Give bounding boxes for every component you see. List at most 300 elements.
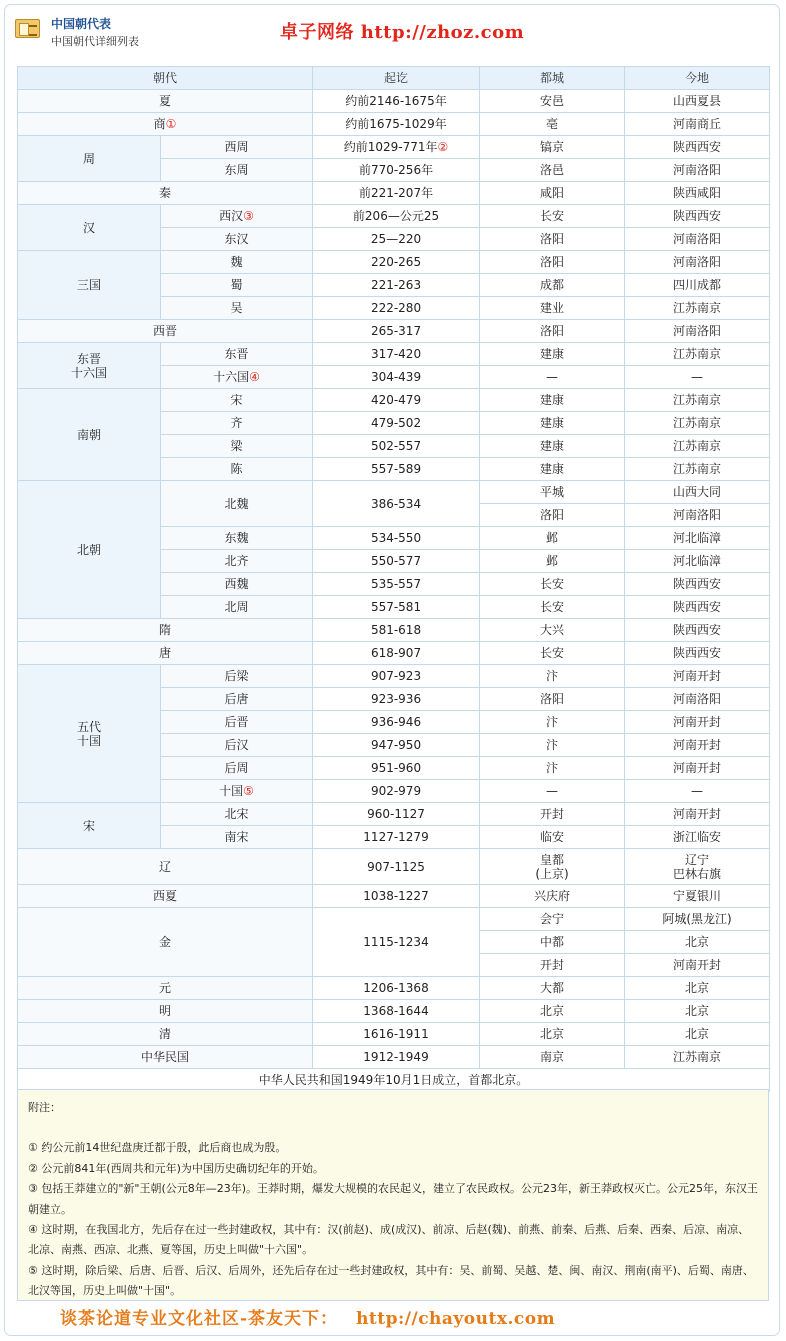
modern-place-text: 江苏南京 — [673, 416, 722, 430]
table-header-row — [18, 67, 770, 90]
modern-place-text: 江苏南京 — [673, 462, 722, 476]
period-text: 923-936 — [370, 692, 422, 706]
period-cell — [313, 205, 480, 228]
sub-dynasty-cell — [161, 826, 313, 849]
footnote-marker: ② — [437, 140, 449, 154]
modern-place-text: 山西夏县 — [673, 94, 722, 108]
period-text: 618-907 — [370, 646, 422, 660]
period-text: 约前1029-771年 — [343, 140, 438, 154]
modern-place-cell — [625, 343, 770, 366]
modern-place-text: 山西大同 — [673, 485, 722, 499]
period-cell — [313, 251, 480, 274]
capital-text: 建康 — [540, 462, 565, 476]
table-row — [18, 642, 770, 665]
capital-text: 开封 — [540, 958, 565, 972]
dynasty-name: 周 — [82, 151, 95, 166]
sub-dynasty-name: 后唐 — [224, 692, 249, 706]
modern-place-text: 江苏南京 — [673, 1050, 722, 1064]
header-modern-place: 今地 — [625, 67, 770, 90]
modern-place-text: 陕西西安 — [673, 623, 722, 637]
sub-dynasty-cell — [161, 435, 313, 458]
capital-text: — — [546, 784, 559, 798]
sub-dynasty-name: 北齐 — [224, 554, 249, 568]
capital-cell — [480, 665, 625, 688]
capital-cell — [480, 481, 625, 504]
period-text: 1115-1234 — [363, 935, 429, 949]
note-3: ③ 包括王莽建立的"新"王朝(公元8年—23年)。王莽时期，爆发大规模的农民起义，建立了农民政权。公元23年，新王莽政权灭亡。公元25年，东汉王朝建立。 — [28, 1182, 759, 1216]
sub-dynasty-cell — [161, 803, 313, 826]
table-row — [18, 803, 770, 826]
modern-place-cell — [625, 688, 770, 711]
period-text: 317-420 — [370, 347, 422, 361]
modern-place-text: — — [691, 370, 704, 384]
dynasty-name-cell — [18, 619, 313, 642]
sub-dynasty-cell — [161, 665, 313, 688]
period-cell — [313, 573, 480, 596]
period-text: 前206—公元25 — [352, 209, 440, 223]
capital-text: 北京 — [540, 1027, 565, 1041]
modern-place-cell — [625, 228, 770, 251]
period-text: 534-550 — [370, 531, 422, 545]
sub-dynasty-cell — [161, 688, 313, 711]
modern-place-text: 阿城(黑龙江) — [662, 912, 732, 926]
page-title: 中国朝代表 — [51, 17, 112, 31]
capital-text: 中都 — [540, 935, 565, 949]
period-cell — [313, 527, 480, 550]
modern-place-cell — [625, 205, 770, 228]
period-text: 479-502 — [370, 416, 422, 430]
capital-cell — [480, 113, 625, 136]
capital-text: 洛阳 — [540, 232, 565, 246]
dynasty-name-cell — [18, 977, 313, 1000]
modern-place-text: 江苏南京 — [673, 301, 722, 315]
sub-dynasty-name: 东魏 — [224, 531, 249, 545]
capital-text: 会宁 — [540, 912, 565, 926]
dynasty-name-cell — [18, 1000, 313, 1023]
period-text: 420-479 — [370, 393, 422, 407]
dynasty-name: 夏 — [159, 94, 172, 108]
sub-dynasty-name: 宋 — [230, 393, 243, 407]
modern-place-cell — [625, 885, 770, 908]
period-text: 550-577 — [370, 554, 422, 568]
table-row — [18, 205, 770, 228]
dynasty-name-cell — [18, 90, 313, 113]
capital-text: 南京 — [540, 1050, 565, 1064]
period-cell — [313, 389, 480, 412]
period-text: 535-557 — [370, 577, 422, 591]
sub-dynasty-cell — [161, 550, 313, 573]
capital-cell — [480, 757, 625, 780]
period-text: 581-618 — [370, 623, 422, 637]
capital-cell — [480, 688, 625, 711]
dynasty-name-cell — [18, 481, 161, 619]
period-cell — [313, 90, 480, 113]
modern-place-cell — [625, 320, 770, 343]
capital-cell — [480, 711, 625, 734]
brand-banner: 卓子网络 http://zhoz.com — [280, 22, 525, 43]
capital-cell — [480, 159, 625, 182]
period-cell — [313, 1023, 480, 1046]
capital-cell — [480, 504, 625, 527]
footer-slogan: 谈茶论道专业文化社区-茶友天下： — [60, 1309, 339, 1329]
period-cell — [313, 136, 480, 159]
capital-text: 汴 — [546, 738, 559, 752]
capital-text: 汴 — [546, 669, 559, 683]
sub-dynasty-name: 东周 — [224, 163, 249, 177]
modern-place-text: 陕西西安 — [673, 646, 722, 660]
capital-text: 洛邑 — [540, 163, 565, 177]
period-text: 1912-1949 — [363, 1050, 429, 1064]
period-text: 907-923 — [370, 669, 422, 683]
footer-banner — [60, 1304, 555, 1329]
sub-dynasty-name: 齐 — [230, 416, 243, 430]
modern-place-text: 陕西西安 — [673, 140, 722, 154]
capital-text: 建业 — [540, 301, 565, 315]
capital-cell — [480, 849, 625, 885]
capital-text: 北京 — [540, 1004, 565, 1018]
modern-place-text: 北京 — [685, 1027, 710, 1041]
dynasty-name-cell — [18, 136, 161, 182]
dynasty-name: 中华民国 — [141, 1050, 190, 1064]
period-cell — [313, 435, 480, 458]
period-cell — [313, 159, 480, 182]
period-cell — [313, 297, 480, 320]
capital-text: 洛阳 — [540, 692, 565, 706]
modern-place-cell — [625, 642, 770, 665]
capital-cell — [480, 1000, 625, 1023]
sub-dynasty-cell — [161, 274, 313, 297]
period-text: 220-265 — [370, 255, 422, 269]
capital-cell — [480, 596, 625, 619]
dynasty-name-cell — [18, 803, 161, 849]
modern-place-text: 北京 — [685, 981, 710, 995]
modern-place-text: 河南洛阳 — [673, 692, 722, 706]
table-row — [18, 343, 770, 366]
period-cell — [313, 977, 480, 1000]
sub-dynasty-cell — [161, 596, 313, 619]
dynasty-name-cell — [18, 849, 313, 885]
modern-place-cell — [625, 1000, 770, 1023]
scroll-book-icon — [15, 19, 40, 38]
period-text: 947-950 — [370, 738, 422, 752]
dynasty-name: 明 — [159, 1004, 172, 1018]
period-text: 951-960 — [370, 761, 422, 775]
modern-place-cell — [625, 90, 770, 113]
period-cell — [313, 1046, 480, 1069]
dynasty-name-cell — [18, 320, 313, 343]
dynasty-name-cell — [18, 113, 313, 136]
sub-dynasty-cell — [161, 734, 313, 757]
capital-cell — [480, 954, 625, 977]
period-cell — [313, 458, 480, 481]
sub-dynasty-cell — [161, 458, 313, 481]
table-row — [18, 665, 770, 688]
capital-text: 咸阳 — [540, 186, 565, 200]
modern-place-text: 陕西西安 — [673, 600, 722, 614]
dynasty-name: 南朝 — [76, 427, 101, 442]
modern-place-text: 宁夏银川 — [673, 889, 722, 903]
sub-dynasty-cell — [161, 573, 313, 596]
period-cell — [313, 642, 480, 665]
table-row — [18, 619, 770, 642]
period-text: 902-979 — [370, 784, 422, 798]
table-row — [18, 481, 770, 504]
note-2: ② 公元前841年(西周共和元年)为中国历史确切纪年的开始。 — [28, 1161, 324, 1175]
sub-dynasty-cell — [161, 205, 313, 228]
modern-place-cell — [625, 550, 770, 573]
capital-text: 开封 — [540, 807, 565, 821]
modern-place-cell — [625, 458, 770, 481]
table-row — [18, 389, 770, 412]
period-text: 221-263 — [370, 278, 422, 292]
period-text: 前770-256年 — [358, 163, 434, 177]
modern-place-text: 河南商丘 — [673, 117, 722, 131]
modern-place-cell — [625, 366, 770, 389]
capital-text: 长安 — [540, 600, 565, 614]
modern-place-text: 河南开封 — [673, 669, 722, 683]
capital-cell — [480, 931, 625, 954]
capital-cell — [480, 228, 625, 251]
capital-cell — [480, 1046, 625, 1069]
period-cell — [313, 619, 480, 642]
dynasty-name: 东晋 — [76, 351, 101, 366]
capital-cell — [480, 826, 625, 849]
modern-place-cell — [625, 251, 770, 274]
dynasty-name-cell — [18, 343, 161, 389]
period-cell — [313, 826, 480, 849]
dynasty-name-cell — [18, 885, 313, 908]
modern-place-text: 河南开封 — [673, 807, 722, 821]
capital-text: 洛阳 — [540, 255, 565, 269]
period-cell — [313, 113, 480, 136]
period-cell — [313, 908, 480, 977]
period-text: 557-589 — [370, 462, 422, 476]
period-cell — [313, 481, 480, 527]
dynasty-name-cell — [18, 1023, 313, 1046]
capital-cell — [480, 458, 625, 481]
modern-place-cell — [625, 619, 770, 642]
period-text: 557-581 — [370, 600, 422, 614]
sub-dynasty-cell — [161, 481, 313, 527]
dynasty-name-cell — [18, 665, 161, 803]
capital-text: 长安 — [540, 577, 565, 591]
modern-place-cell — [625, 1023, 770, 1046]
period-text: 前221-207年 — [358, 186, 434, 200]
period-text: 907-1125 — [367, 859, 425, 874]
page-subtitle: 中国朝代详细列表 — [51, 35, 139, 48]
period-text: 1206-1368 — [363, 981, 429, 995]
capital-cell — [480, 734, 625, 757]
capital-cell — [480, 619, 625, 642]
sub-dynasty-name: 梁 — [230, 439, 243, 453]
modern-place-cell — [625, 977, 770, 1000]
capital-text: 汴 — [546, 761, 559, 775]
table-row — [18, 849, 770, 885]
capital-text: 镐京 — [540, 140, 565, 154]
period-text: 936-946 — [370, 715, 422, 729]
capital-cell — [480, 435, 625, 458]
capital-text: 邺 — [546, 531, 559, 545]
table-row — [18, 1023, 770, 1046]
modern-place-cell — [625, 435, 770, 458]
period-text: 960-1127 — [367, 807, 425, 821]
period-cell — [313, 780, 480, 803]
period-text: 1368-1644 — [363, 1004, 429, 1018]
table-row — [18, 885, 770, 908]
capital-cell — [480, 297, 625, 320]
modern-place-cell — [625, 182, 770, 205]
notes-panel — [17, 1089, 769, 1301]
note-1: ① 约公元前14世纪盘庚迁都于殷，此后商也成为殷。 — [28, 1141, 287, 1155]
capital-text: 临安 — [540, 830, 565, 844]
period-text: 25—220 — [370, 232, 422, 246]
modern-place-cell — [625, 1046, 770, 1069]
period-cell — [313, 596, 480, 619]
period-cell — [313, 550, 480, 573]
modern-place-cell — [625, 573, 770, 596]
table-row — [18, 977, 770, 1000]
modern-place-cell — [625, 849, 770, 885]
period-text: 1127-1279 — [363, 830, 429, 844]
capital-text: 平城 — [540, 485, 565, 499]
table-row — [18, 1046, 770, 1069]
modern-place-cell — [625, 826, 770, 849]
modern-place-text: 陕西咸阳 — [673, 186, 722, 200]
capital-cell — [480, 389, 625, 412]
modern-place-text: 河南开封 — [673, 958, 722, 972]
dynasty-name: 隋 — [159, 623, 172, 637]
dynasty-name: 汉 — [82, 220, 95, 235]
modern-place-cell — [625, 113, 770, 136]
table-row — [18, 908, 770, 931]
modern-place-cell — [625, 711, 770, 734]
sub-dynasty-name: 魏 — [230, 255, 243, 269]
modern-place-cell — [625, 159, 770, 182]
dynasty-name: 金 — [159, 935, 172, 949]
table-row — [18, 182, 770, 205]
period-cell — [313, 734, 480, 757]
sub-dynasty-name: 后汉 — [224, 738, 249, 752]
capital-cell — [480, 412, 625, 435]
modern-place-cell — [625, 931, 770, 954]
capital-text: 长安 — [540, 646, 565, 660]
modern-place-cell — [625, 389, 770, 412]
period-cell — [313, 182, 480, 205]
sub-dynasty-cell — [161, 412, 313, 435]
capital-text: 邺 — [546, 554, 559, 568]
dynasty-name: 唐 — [159, 646, 172, 660]
period-text: 1616-1911 — [363, 1027, 429, 1041]
period-cell — [313, 366, 480, 389]
sub-dynasty-name: 后周 — [224, 761, 249, 775]
sub-dynasty-name: 西魏 — [224, 577, 249, 591]
period-text: 386-534 — [370, 496, 422, 511]
sub-dynasty-cell — [161, 389, 313, 412]
dynasty-name-cell — [18, 251, 161, 320]
modern-place-text: 河南洛阳 — [673, 255, 722, 269]
sub-dynasty-name: 东晋 — [224, 347, 249, 361]
capital-text-line2: (上京) — [535, 866, 569, 881]
header-capital: 都城 — [480, 67, 625, 90]
capital-cell — [480, 642, 625, 665]
dynasty-name-cell — [18, 908, 313, 977]
notes-heading: 附注： — [28, 1101, 61, 1114]
sub-dynasty-name: 北宋 — [224, 807, 249, 821]
modern-place-cell — [625, 274, 770, 297]
capital-cell — [480, 885, 625, 908]
table-row — [18, 320, 770, 343]
capital-cell — [480, 343, 625, 366]
capital-cell — [480, 90, 625, 113]
modern-place-cell — [625, 803, 770, 826]
capital-cell — [480, 803, 625, 826]
sub-dynasty-cell — [161, 757, 313, 780]
sub-dynasty-cell — [161, 780, 313, 803]
modern-place-cell — [625, 412, 770, 435]
modern-place-text: 河南开封 — [673, 761, 722, 775]
sub-dynasty-name: 十国 — [219, 784, 244, 798]
period-text: 1038-1227 — [363, 889, 429, 903]
dynasty-name-cell — [18, 205, 161, 251]
table-row — [18, 1000, 770, 1023]
footer-url: http://chayoutx.com — [356, 1309, 556, 1329]
period-cell — [313, 849, 480, 885]
note-5: ⑤ 这时期，除后梁、后唐、后晋、后汉、后周外，还先后存在过一些封建政权，其中有：吴、前蜀、吴越、楚、闽、南汉、荆南(南平)、后蜀、南唐、北汉等国，历史上叫做"十国"。 — [28, 1263, 754, 1298]
footnote-marker: ① — [165, 117, 177, 131]
sub-dynasty-cell — [161, 343, 313, 366]
capital-text: 建康 — [540, 416, 565, 430]
modern-place-cell — [625, 136, 770, 159]
modern-place-text: 江苏南京 — [673, 439, 722, 453]
capital-cell — [480, 205, 625, 228]
period-cell — [313, 343, 480, 366]
period-cell — [313, 1000, 480, 1023]
modern-place-text: 浙江临安 — [673, 830, 722, 844]
capital-cell — [480, 136, 625, 159]
modern-place-cell — [625, 954, 770, 977]
dynasty-name-cell — [18, 1046, 313, 1069]
period-cell — [313, 274, 480, 297]
period-cell — [313, 757, 480, 780]
modern-place-text: 河南洛阳 — [673, 232, 722, 246]
dynasty-name: 西晋 — [153, 324, 178, 338]
table-row — [18, 113, 770, 136]
period-cell — [313, 803, 480, 826]
modern-place-text: 河南开封 — [673, 715, 722, 729]
footnote-marker: ⑤ — [243, 784, 254, 798]
period-text: 304-439 — [370, 370, 422, 384]
sub-dynasty-name: 北魏 — [224, 496, 249, 511]
sub-dynasty-name: 陈 — [230, 462, 243, 476]
sub-dynasty-cell — [161, 527, 313, 550]
modern-place-text: 河北临漳 — [673, 554, 722, 568]
sub-dynasty-cell — [161, 297, 313, 320]
header-dynasty: 朝代 — [18, 67, 313, 90]
modern-place-text: 河北临漳 — [673, 531, 722, 545]
capital-cell — [480, 550, 625, 573]
capital-cell — [480, 780, 625, 803]
modern-place-text: — — [691, 784, 704, 798]
modern-place-text-line2: 巴林右旗 — [673, 866, 722, 881]
modern-place-cell — [625, 504, 770, 527]
sub-dynasty-name: 北周 — [224, 600, 249, 614]
note-4: ④ 这时期，在我国北方，先后存在过一些封建政权，其中有：汉(前赵)、成(成汉)、前凉、后赵(魏)、前燕、前秦、后燕、后秦、西秦、后凉、南凉、北凉、南燕、西凉、北燕、夏等国，历史上叫做"十六国"。 — [28, 1223, 750, 1257]
modern-place-cell — [625, 527, 770, 550]
modern-place-cell — [625, 596, 770, 619]
modern-place-text: 四川成都 — [673, 278, 722, 292]
modern-place-text: 陕西西安 — [673, 577, 722, 591]
dynasty-table — [17, 66, 770, 1092]
